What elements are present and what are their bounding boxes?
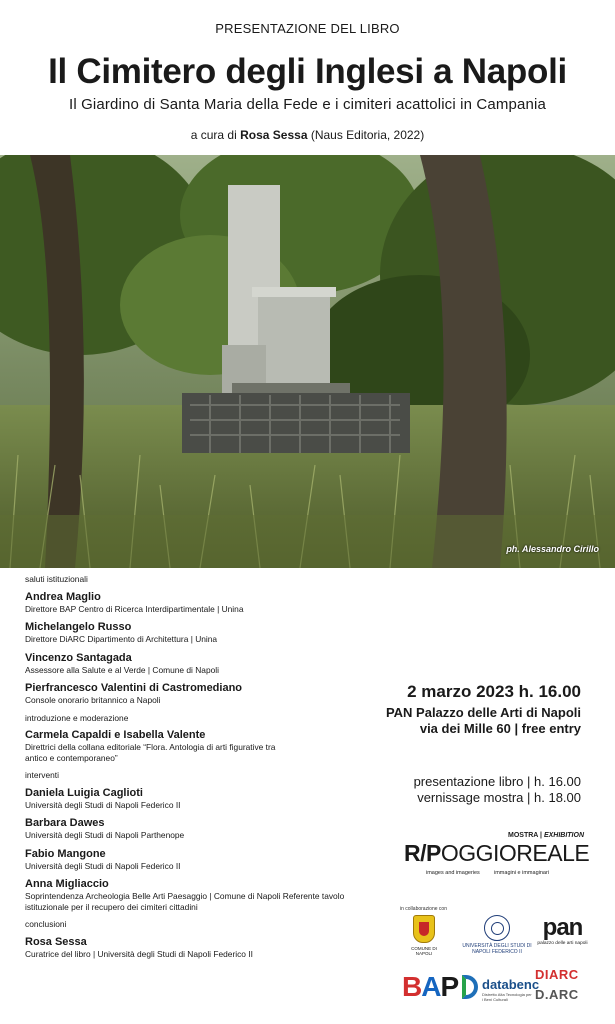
speaker-role: Assessore alla Salute e al Verde | Comune di Napoli (25, 664, 219, 675)
program-section (25, 919, 355, 959)
title-segment: nglesi a (324, 52, 462, 91)
event-schedule (321, 774, 581, 806)
section-label: interventi (25, 770, 59, 780)
schedule-book: presentazione libro | h. 16.00 (413, 774, 581, 789)
bap-logo: BAP (402, 971, 459, 1002)
event-venue: PAN Palazzo delle Arti di Napoli (385, 705, 581, 720)
curator-prefix: a cura di (190, 128, 241, 142)
exhibition-sub-it: immagini e immaginari (494, 870, 550, 876)
title-segment: apoli (486, 52, 567, 91)
speaker-role: Direttore BAP Centro di Ricerca Interdipartimentale | Unina (25, 603, 244, 614)
databenc-d-icon (462, 975, 478, 999)
section-label: conclusioni (25, 919, 67, 929)
speaker-name: Carmela Capaldi e Isabella Valente (25, 729, 206, 741)
speaker (25, 729, 355, 763)
diarc-logo: DIARC (535, 967, 579, 982)
pan-logo (535, 915, 590, 946)
speaker (25, 682, 355, 706)
speaker-role: Console onorario britannico a Napoli (25, 695, 161, 705)
exhibition-logo (404, 832, 590, 882)
program-section (25, 713, 355, 764)
speaker-name: Fabio Mangone (25, 847, 106, 860)
speaker-role: Università degli Studi di Napoli Federico II (25, 860, 181, 871)
speaker-name: Barbara Dawes (25, 817, 105, 829)
event-kicker: PRESENTAZIONE DEL LIBRO (215, 21, 400, 36)
title-segment: l (57, 52, 77, 91)
schedule-vernissage: vernissage mostra | h. 18.00 (417, 790, 581, 805)
event-date: 2 marzo 2023 h. 16.00 (407, 682, 581, 701)
program-section (25, 770, 355, 912)
book-title (0, 52, 615, 92)
exhibition-kicker: MOSTRA | EXHIBITION (508, 832, 584, 839)
speaker (25, 787, 355, 811)
title-initial: I (48, 52, 58, 91)
comune-napoli-label: COMUNE DI NAPOLI (411, 946, 437, 956)
cemetery-photo-illustration (0, 155, 615, 568)
title-initial: N (461, 52, 487, 91)
speaker-role: Direttore DiARC Dipartimento di Architettura | Unina (25, 634, 218, 644)
speaker (25, 817, 355, 841)
collaboration-label: in collaborazione con (400, 906, 447, 912)
event-info (321, 682, 581, 737)
curator-name: Rosa Sessa (240, 128, 308, 142)
speaker-role: Curatrice del libro | Università degli Studi di Napoli Federico II (25, 948, 253, 959)
program-section (25, 574, 355, 706)
speaker-name: Anna Migliaccio (25, 878, 109, 890)
title-initial: I (314, 52, 325, 91)
curator-line (0, 128, 615, 142)
speaker (25, 848, 355, 872)
pan-label: palazzo delle arti napoli (537, 941, 588, 946)
databenc-name: databenc (482, 977, 540, 992)
speaker-role: Università degli Studi di Napoli Federico II (25, 799, 181, 810)
title-segment: imitero degli (101, 52, 315, 91)
speaker-name: Michelangelo Russo (25, 621, 132, 633)
curator-suffix: (Naus Editoria, 2022) (307, 128, 425, 142)
speaker (25, 652, 355, 676)
cemetery-photo (0, 155, 615, 568)
speaker-name: Andrea Maglio (25, 590, 101, 603)
comune-napoli-logo (404, 915, 444, 956)
diarc-logo-alt: D.ARC (535, 987, 579, 1002)
speaker (25, 936, 355, 960)
speaker-name: Pierfrancesco Valentini di Castromediano (25, 682, 243, 694)
speaker-name: Vincenzo Santagada (25, 651, 132, 664)
unina-seal-icon (484, 915, 510, 941)
photo-credit: ph. Alessandro Cirillo (506, 544, 599, 554)
title-initial: C (76, 52, 102, 91)
exhibition-sub-en: images and imageries (426, 870, 480, 876)
speaker-name: Rosa Sessa (25, 935, 87, 948)
speaker (25, 591, 355, 615)
unina-logo (462, 915, 532, 955)
speaker-role: Direttrici della collana editoriale “Flora. Antologia di arti figurative tra antico e contemporaneo” (25, 742, 276, 763)
unina-label: UNIVERSITÀ DEGLI STUDI DI NAPOLI FEDERICO II (462, 943, 532, 955)
exhibition-wordmark: R/POGGIOREALE (404, 840, 590, 866)
speaker-name: Daniela Luigia Caglioti (25, 786, 143, 799)
pan-mark: pan (542, 914, 583, 941)
section-label: introduzione e moderazione (25, 712, 129, 723)
speaker (25, 878, 355, 912)
databenc-desc: Distretto Alta Tecnologia per i Beni Culturali (482, 992, 532, 1002)
section-label: saluti istituzionali (25, 574, 88, 584)
book-subtitle: Il Giardino di Santa Maria della Fede e i cimiteri acattolici in Campania (69, 96, 546, 113)
speaker-role: Soprintendenza Archeologia Belle Arti Paesaggio | Comune di Napoli Referente tavolo istituzionale per il recupero dei cimiteri cittadini (25, 891, 345, 912)
program-list (25, 574, 355, 966)
event-address: via dei Mille 60 | free entry (419, 721, 581, 736)
speaker (25, 621, 355, 645)
partner-logos (400, 915, 595, 1015)
napoli-crest-icon (413, 915, 435, 943)
speaker-role: Università degli Studi di Napoli Parthenope (25, 830, 185, 840)
